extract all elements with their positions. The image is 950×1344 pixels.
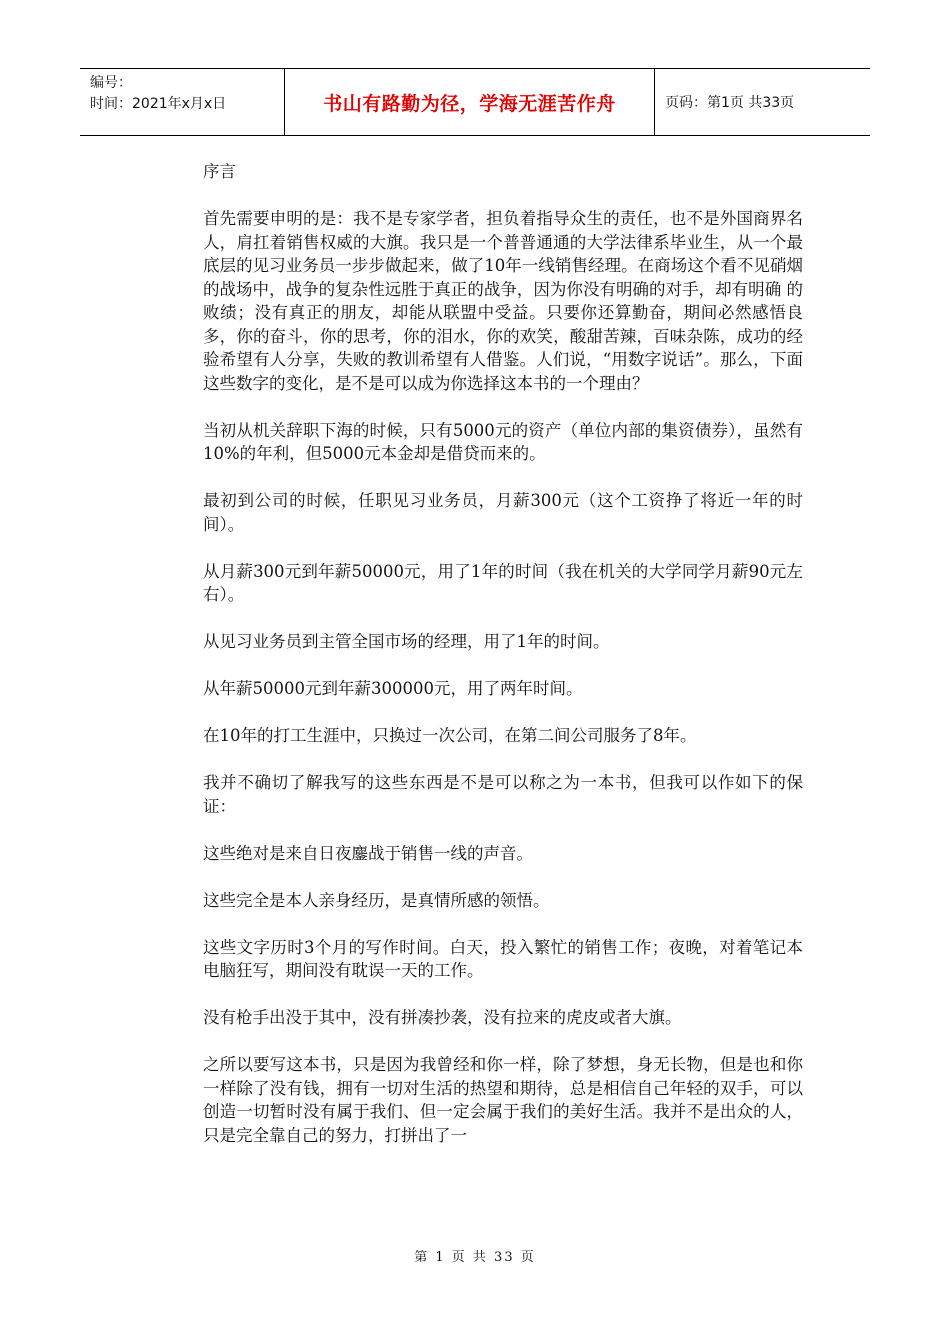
- paragraph: 我并不确切了解我写的这些东西是不是可以称之为一本书，但我可以作如下的保证：: [203, 773, 803, 816]
- document-date: 时间：2021年x月x日: [90, 96, 227, 112]
- page-footer: 第 1 页 共 33 页: [414, 1250, 536, 1265]
- paragraph: 这些文字历时3个月的写作时间。白天，投入繁忙的销售工作；夜晚，对着笔记本电脑狂写，期间没有耽误一天的工作。: [203, 937, 803, 980]
- header-meta: [80, 69, 285, 135]
- paragraph: 从见习业务员到主管全国市场的经理，用了1年的时间。: [203, 632, 610, 651]
- document-title: 序言: [203, 162, 236, 181]
- paragraph: 之所以要写这本书，只是因为我曾经和你一样，除了梦想，身无长物，但是也和你一样除了没有钱，拥有一切对生活的热望和期待，总是相信自己年轻的双手，可以 创造一切暂时没有属于我们、但一定会属于我们的美好生活。我并不是出众的人，只是完全靠自己的努力，打拼出了一: [203, 1055, 803, 1145]
- paragraph: 从月薪300元到年薪50000元，用了1年的时间（我在机关的大学同学月薪90元左右）。: [203, 561, 803, 604]
- paragraph: 最初到公司的时候，任职见习业务员，月薪300元（这个工资挣了将近一年的时间）。: [203, 491, 803, 534]
- paragraph: 没有枪手出没于其中，没有拼凑抄袭，没有拉来的虎皮或者大旗。: [203, 1008, 682, 1027]
- paragraph: 这些完全是本人亲身经历，是真情所感的领悟。: [203, 890, 550, 910]
- page-header: [80, 68, 870, 136]
- header-motto: 书山有路勤为径，学海无涯苦作舟: [285, 69, 655, 135]
- document-body: [203, 160, 803, 1171]
- document-number-label: 编号：: [90, 75, 132, 91]
- header-page-info: 页码：第1页 共33页: [665, 95, 795, 111]
- paragraph: 这些绝对是来自日夜鏖战于销售一线的声音。: [203, 843, 533, 863]
- paragraph: 当初从机关辞职下海的时候，只有5000元的资产（单位内部的集资债券），虽然有10%的年利，但5000元本金却是借贷而来的。: [203, 420, 803, 463]
- paragraph: 从年薪50000元到年薪300000元，用了两年时间。: [203, 679, 583, 698]
- paragraph: 在10年的打工生涯中，只换过一次公司，在第二间公司服务了8年。: [203, 726, 697, 745]
- paragraph: 首先需要申明的是：我不是专家学者，担负着指导众生的责任，也不是外国商界名人，肩扛着销售权威的大旗。我只是一个普普通通的大学法律系毕业生，从一个最 底层的见习业务员一步步做起来，做了10年一线销售经理。在商场这个看不见硝烟的战场中，战争的复杂性远胜于真正的战争，因为你没有明确的对手，却有明确 的败绩；没有真正的朋友，却能从联盟中受益。只要你还算勤奋，期间必然感悟良多，你的奋斗，你的思考，你的泪水，你的欢笑，酸甜苦辣，百味杂陈，成功的经 验希望有人分享，失败的教训希望有人借鉴。人们说，“用数字说话”。那么，下面这些数字的变化，是不是可以成为你选择这本书的一个理由？: [203, 209, 803, 393]
